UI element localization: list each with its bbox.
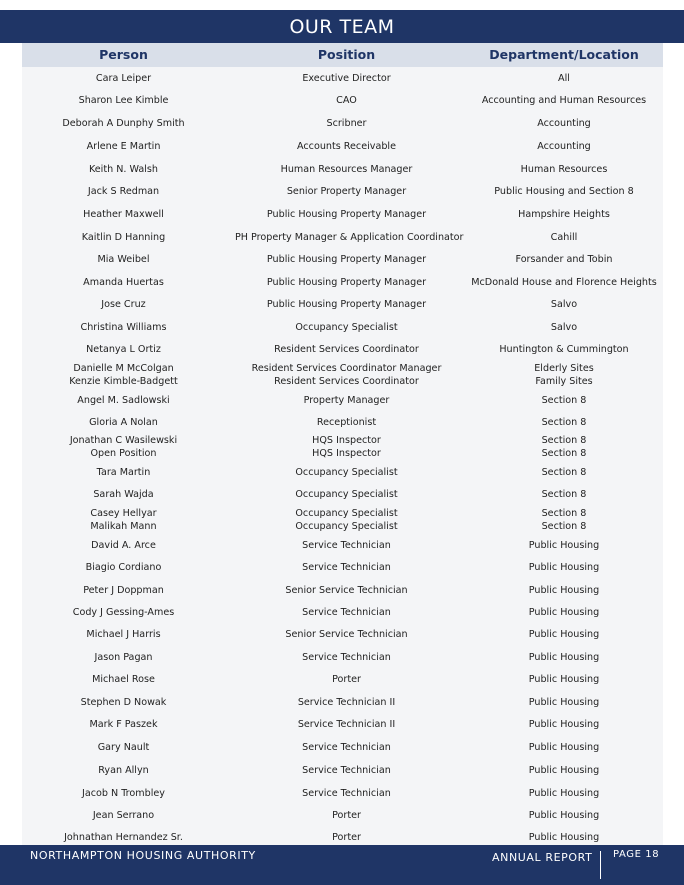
cell-department: Salvo <box>550 322 578 333</box>
cell-department: Accounting and Human Resources <box>481 95 647 106</box>
cell-person: Angel M. Sadlowski <box>77 395 170 406</box>
cell-position: Resident Services Coordinator Manager <box>251 363 442 374</box>
cell-department: Section 8 <box>541 521 587 532</box>
team-table <box>22 43 663 845</box>
cell-position: Public Housing Property Manager <box>266 209 427 220</box>
cell-person: Mark F Paszek <box>89 719 158 730</box>
column-header-position: Position <box>317 47 376 62</box>
cell-position: Public Housing Property Manager <box>266 254 427 265</box>
cell-position: Service Technician <box>302 788 391 799</box>
cell-person: Malikah Mann <box>90 521 157 532</box>
cell-position: Service Technician <box>302 540 391 551</box>
cell-department: Family Sites <box>535 376 593 387</box>
cell-department: Public Housing <box>528 562 600 573</box>
cell-person: Sharon Lee Kimble <box>78 95 169 106</box>
cell-position: Porter <box>332 832 361 843</box>
cell-department: Accounting <box>537 141 591 152</box>
cell-department: Public Housing <box>528 629 600 640</box>
cell-person: Michael Rose <box>92 674 155 685</box>
cell-department: Salvo <box>550 299 578 310</box>
cell-person: Jack S Redman <box>87 186 160 197</box>
cell-person: Cara Leiper <box>95 73 152 84</box>
cell-person: Heather Maxwell <box>83 209 164 220</box>
cell-position: Resident Services Coordinator <box>274 344 419 355</box>
title-bar <box>0 10 684 43</box>
cell-position: Service Technician <box>302 742 391 753</box>
cell-person: Michael J Harris <box>86 629 161 640</box>
footer-page-number: PAGE 18 <box>613 849 660 860</box>
cell-department: Section 8 <box>541 448 587 459</box>
cell-department: Section 8 <box>541 435 587 446</box>
page-title: OUR TEAM <box>289 15 395 38</box>
cell-department: Accounting <box>537 118 591 129</box>
cell-position: Occupancy Specialist <box>295 322 398 333</box>
cell-position: Accounts Receivable <box>297 141 396 152</box>
cell-position: Service Technician <box>302 562 391 573</box>
cell-person: Jean Serrano <box>92 810 155 821</box>
cell-person: Keith N. Walsh <box>88 164 159 175</box>
footer <box>0 845 684 885</box>
cell-department: Public Housing <box>528 607 600 618</box>
cell-department: Public Housing <box>528 719 600 730</box>
cell-position: Service Technician <box>302 765 391 776</box>
cell-department: Elderly Sites <box>534 363 594 374</box>
cell-person: Jason Pagan <box>94 652 153 663</box>
cell-person: Netanya L Ortiz <box>86 344 161 355</box>
cell-person: Jonathan C Wasilewski <box>69 435 178 446</box>
cell-person: Kenzie Kimble-Badgett <box>69 376 178 387</box>
cell-position: HQS Inspector <box>312 435 381 446</box>
footer-report-title: ANNUAL REPORT <box>492 851 593 864</box>
cell-person: Cody J Gessing-Ames <box>72 607 175 618</box>
cell-position: HQS Inspector <box>312 448 381 459</box>
cell-person: Johnathan Hernandez Sr. <box>64 832 183 843</box>
cell-person: Gary Nault <box>97 742 150 753</box>
cell-person: Biagio Cordiano <box>85 562 162 573</box>
cell-department: Section 8 <box>541 467 587 478</box>
cell-position: Senior Service Technician <box>285 585 408 596</box>
footer-divider <box>600 851 601 879</box>
cell-department: Cahill <box>550 232 578 243</box>
cell-position: Scribner <box>326 118 367 129</box>
column-header-department: Department/Location <box>489 47 639 62</box>
cell-position: Porter <box>332 674 361 685</box>
cell-position: Occupancy Specialist <box>295 508 398 519</box>
cell-position: Public Housing Property Manager <box>266 299 427 310</box>
cell-position: Porter <box>332 810 361 821</box>
cell-person: David A. Arce <box>91 540 156 551</box>
cell-person: Gloria A Nolan <box>89 417 158 428</box>
cell-person: Casey Hellyar <box>90 508 157 519</box>
cell-position: Executive Director <box>302 73 391 84</box>
column-header-person: Person <box>99 47 148 62</box>
cell-department: Public Housing <box>528 765 600 776</box>
cell-position: Service Technician II <box>297 697 396 708</box>
cell-department: Section 8 <box>541 417 587 428</box>
cell-position: Human Resources Manager <box>280 164 413 175</box>
cell-department: Section 8 <box>541 395 587 406</box>
cell-person: Christina Williams <box>80 322 167 333</box>
cell-position: Service Technician <box>302 652 391 663</box>
cell-department: Hampshire Heights <box>518 209 610 220</box>
cell-person: Jose Cruz <box>101 299 146 310</box>
cell-department: Public Housing <box>528 585 600 596</box>
cell-position: Occupancy Specialist <box>295 467 398 478</box>
cell-department: All <box>558 73 570 84</box>
cell-department: Public Housing <box>528 540 600 551</box>
cell-position: Resident Services Coordinator <box>274 376 419 387</box>
cell-position: Service Technician <box>302 607 391 618</box>
cell-department: McDonald House and Florence Heights <box>471 277 657 288</box>
cell-person: Ryan Allyn <box>98 765 149 776</box>
cell-position: Senior Property Manager <box>286 186 407 197</box>
cell-department: Public Housing <box>528 674 600 685</box>
cell-department: Public Housing <box>528 652 600 663</box>
cell-department: Public Housing <box>528 788 600 799</box>
cell-position: Service Technician II <box>297 719 396 730</box>
cell-person: Danielle M McColgan <box>73 363 174 374</box>
cell-department: Public Housing <box>528 810 600 821</box>
cell-person: Deborah A Dunphy Smith <box>62 118 185 129</box>
cell-position: Property Manager <box>303 395 390 406</box>
cell-department: Public Housing <box>528 697 600 708</box>
cell-position: Receptionist <box>316 417 377 428</box>
cell-person: Peter J Doppman <box>83 585 164 596</box>
cell-position: Occupancy Specialist <box>295 521 398 532</box>
cell-person: Amanda Huertas <box>83 277 164 288</box>
cell-person: Tara Martin <box>96 467 151 478</box>
cell-person: Arlene E Martin <box>86 141 161 152</box>
cell-position: PH Property Manager & Application Coordinator <box>235 232 464 243</box>
cell-person: Sarah Wajda <box>93 489 154 500</box>
cell-department: Public Housing <box>528 832 600 843</box>
cell-person: Stephen D Nowak <box>80 697 167 708</box>
cell-department: Public Housing <box>528 742 600 753</box>
cell-person: Jacob N Trombley <box>82 788 165 799</box>
table-header <box>22 43 663 67</box>
cell-department: Forsander and Tobin <box>515 254 613 265</box>
cell-position: Public Housing Property Manager <box>266 277 427 288</box>
footer-organization: NORTHAMPTON HOUSING AUTHORITY <box>30 849 256 862</box>
cell-department: Human Resources <box>520 164 608 175</box>
cell-position: Occupancy Specialist <box>295 489 398 500</box>
cell-department: Section 8 <box>541 489 587 500</box>
cell-position: Senior Service Technician <box>285 629 408 640</box>
cell-person: Kaitlin D Hanning <box>81 232 166 243</box>
cell-department: Huntington & Cummington <box>499 344 629 355</box>
cell-person: Mia Weibel <box>97 254 150 265</box>
cell-department: Public Housing and Section 8 <box>494 186 634 197</box>
cell-department: Section 8 <box>541 508 587 519</box>
cell-position: CAO <box>336 95 357 106</box>
cell-person: Open Position <box>90 448 157 459</box>
